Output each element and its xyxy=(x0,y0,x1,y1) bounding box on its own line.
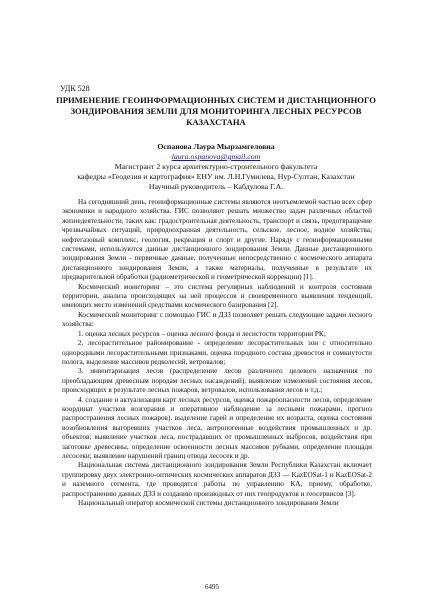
paragraph: На сегодняшний день, геоинформационные системы являются неотъемлемой частью всех сфер экономики и народного хозяйства. ГИС позволяют решать множество задач различных областей жизнедеятельности, таких как: градостроительная деятельность, транспорт и связь, предотвращение чрезвычайных ситуаций, природоохранная деятельность, сельское, лесное, водное хозяйства; нефтегазовый комплекс, геология, рекреация и спорт и другие. Наряду с геоинформационными системами, используются данные дистанционного зондирования Земли. Данные дистанционного зондирования Земли - первичные данные, полученные непосредственно с космического аппарата дистанционного зондирования Земли, а также материалы, полученные в результате их предварительной обработки (радиометрической и геометрической коррекции) [1]. xyxy=(62,198,372,282)
list-item: 3. инвентаризация лесов (распределение лесов различного целевого назначения по преобладающим древесным породам лесных насаждений), выявление изменений состояния лесов, происходящих в результате лесных пожаров, ветровалов, использования лесов и т.д.; xyxy=(62,367,372,395)
list-item: 1. оценка лесных ресурсов – оценка лесного фонда и лесистости территории РК; xyxy=(78,329,326,338)
paragraph: Космический мониторинг с помощью ГИС и ДЗЗ позволяет решать следующие задачи лесного хозяйства: xyxy=(62,310,372,329)
article-title: ПРИМЕНЕНИЕ ГЕОИНФОРМАЦИОННЫХ СИСТЕМ И ДИСТАНЦИОННОГО ЗОНДИРОВАНИЯ ЗЕМЛИ ДЛЯ МОНИТОРИНГА ЛЕСНЫХ РЕСУРСОВ КАЗАХСТАНА xyxy=(56,95,376,127)
page-number: 6495 xyxy=(205,583,219,591)
list-item: 4. создание и актуализация карт лесных ресурсов, оценка пожароопасности лесов, определение координат участков возгорания и оперативное наблюдение за лесными пожарами, прогноз распространения лесных пожаров), выделение гарей и определение их возраста, оценка состояния возобновления выгоревших участков леса, антропогенные воздействия промышленных и др. объектов; выявление участков леса, пострадавших от промышленных выбросов, воздействия при заготовке древесины, определение освоенности лесных массивов рубками, определение площади лесосеки; выявление нарушений границ отвода лесосек и др. xyxy=(62,395,372,460)
article-body xyxy=(62,198,372,508)
author-name: Оспанова Лаура Мырзамгеловна xyxy=(157,142,275,151)
author-email-link[interactable]: laura.ospanova@gmail.com xyxy=(171,152,261,161)
author-affiliation-2: кафедры «Геодезия и картография» ЕНУ им. Л.Н.Гумилева, Нур-Султан, Казахстан xyxy=(77,172,355,181)
paragraph: Космический мониторинг – это система регулярных наблюдений и контроля состояния территории, анализа происходящих на ней процессов и своевременного выявления тенденций, имеющих место изменений средствами космического базирования [2]. xyxy=(62,282,372,310)
supervisor-line: Научный руководитель – Кабдулова Г.А. xyxy=(148,182,284,191)
list-item: 2. лесорастительное районирование - определение лесорастительных зон с относительно однородными лесорастительными признаками, оценка породного состава древостоя и сомкнутости полога, выделение массивов редколесий, ветровалов; xyxy=(62,339,372,366)
paragraph: Национальная система дистанционного зондирования Земли Республики Казахстан включает группировку двух электронно-оптических космических аппаратов ДЗЗ — KazEOSat-1 и KazEOSat-2 и наземного сегмента, где проводятся работы по управлению КА, приему, обработке, распространению данных ДЗЗ и созданию производных от них геопродуктов и геосервисов [3]. xyxy=(62,461,372,498)
udk-code: УДК 528 xyxy=(60,84,90,93)
paragraph: Национальный оператор космической системы дистанционного зондирования Земли xyxy=(78,499,339,507)
author-affiliation-1: Магистрант 2 курса архитектурно-строительного факультета xyxy=(114,162,318,171)
author-block xyxy=(56,142,376,192)
